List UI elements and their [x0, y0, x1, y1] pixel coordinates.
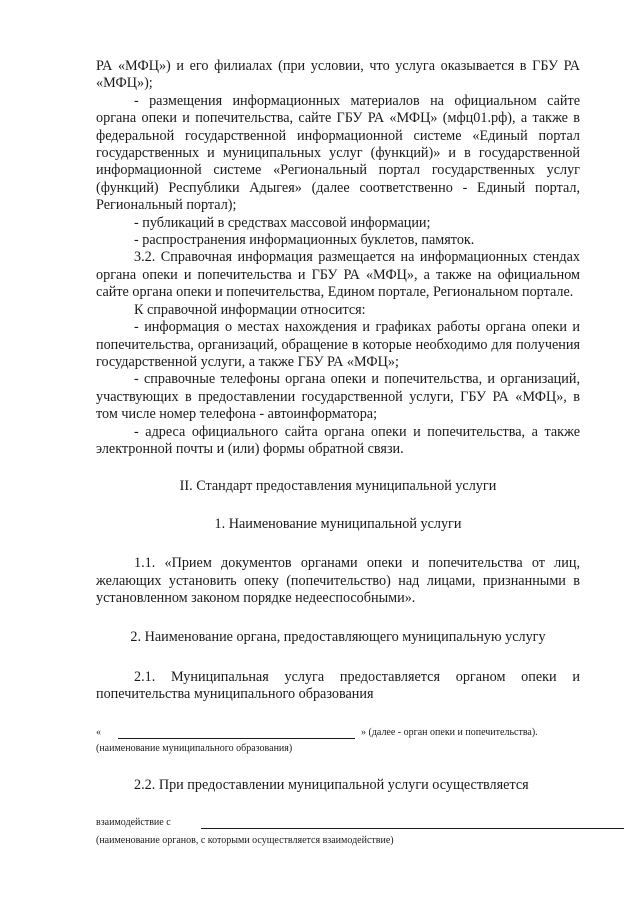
paragraph-locations: - информация о местах нахождения и графиках работы органа опеки и попечительства, организаций, обращение в которые необходимо для получения государственной услуги, а также ГБУ РА «МФЦ»;: [96, 319, 580, 370]
interaction-fill-row: [96, 816, 580, 829]
interaction-caption: (наименование органов, с которыми осуществляется взаимодействие): [96, 835, 394, 846]
item-1-1: 1.1. «Прием документов органами опеки и попечительства от лиц, желающих установить опеку (попечительство) над лицами, признанными в установленном законом порядке недееспособными».: [96, 555, 580, 606]
document-page: [96, 58, 580, 847]
item-2-2: 2.2. При предоставлении муниципальной услуги осуществляется: [134, 776, 529, 793]
municipality-blank-line[interactable]: [118, 726, 355, 739]
paragraph-addresses: - адреса официального сайта органа опеки и попечительства, а также электронной почты и (или) формы обратной связи.: [96, 423, 580, 457]
fill-suffix: » (далее - орган опеки и попечительства).: [361, 726, 538, 738]
paragraph-phones: - справочные телефоны органа опеки и попечительства, и организаций, участвующих в предоставлении государственной услуги, ГБУ РА «МФЦ», в том числе номер телефона - автоинформатора;: [96, 371, 580, 423]
municipality-caption: (наименование муниципального образования): [96, 742, 293, 754]
interaction-label: взаимодействие с: [96, 817, 171, 828]
item-2-1: 2.1. Муниципальная услуга предоставляется органом опеки и попечительства муниципального образования: [96, 668, 580, 703]
heading-service-name: 1. Наименование муниципальной услуги: [214, 515, 462, 532]
section-heading: II. Стандарт предоставления муниципальной услуги: [179, 478, 497, 495]
open-quote: «: [96, 726, 101, 738]
paragraph-reference-info: К справочной информации относится:: [134, 301, 366, 318]
municipality-fill-row: [96, 726, 580, 739]
paragraph-website-posting: - размещения информационных материалов на официальном сайте органа опеки и попечительства, сайте ГБУ РА «МФЦ» (мфц01.рф), а также в федеральной государственной информационной системе «Единый портал государственных и муниципальных услуг (функций)» и в государственной информационной системе «Региональный портал государственных услуг (функций) Республики Адыгея» (далее соответственно - Единый портал, Региональный портал);: [96, 92, 580, 214]
paragraph-booklets: - распространения информационных буклетов, памяток.: [134, 232, 475, 249]
paragraph-mfc-branches: РА «МФЦ») и его филиалах (при условии, что услуга оказывается в ГБУ РА «МФЦ»);: [96, 58, 580, 92]
paragraph-3-2: 3.2. Справочная информация размещается на информационных стендах органа опеки и попечительства и ГБУ РА «МФЦ», а также на официальном сайте органа опеки и попечительства, Едином портале, Региональном портале.: [96, 249, 580, 301]
interaction-blank-line[interactable]: [201, 816, 624, 829]
paragraph-media: - публикаций в средствах массовой информации;: [134, 214, 431, 231]
heading-authority-name: 2. Наименование органа, предоставляющего муниципальную услугу: [130, 629, 546, 646]
